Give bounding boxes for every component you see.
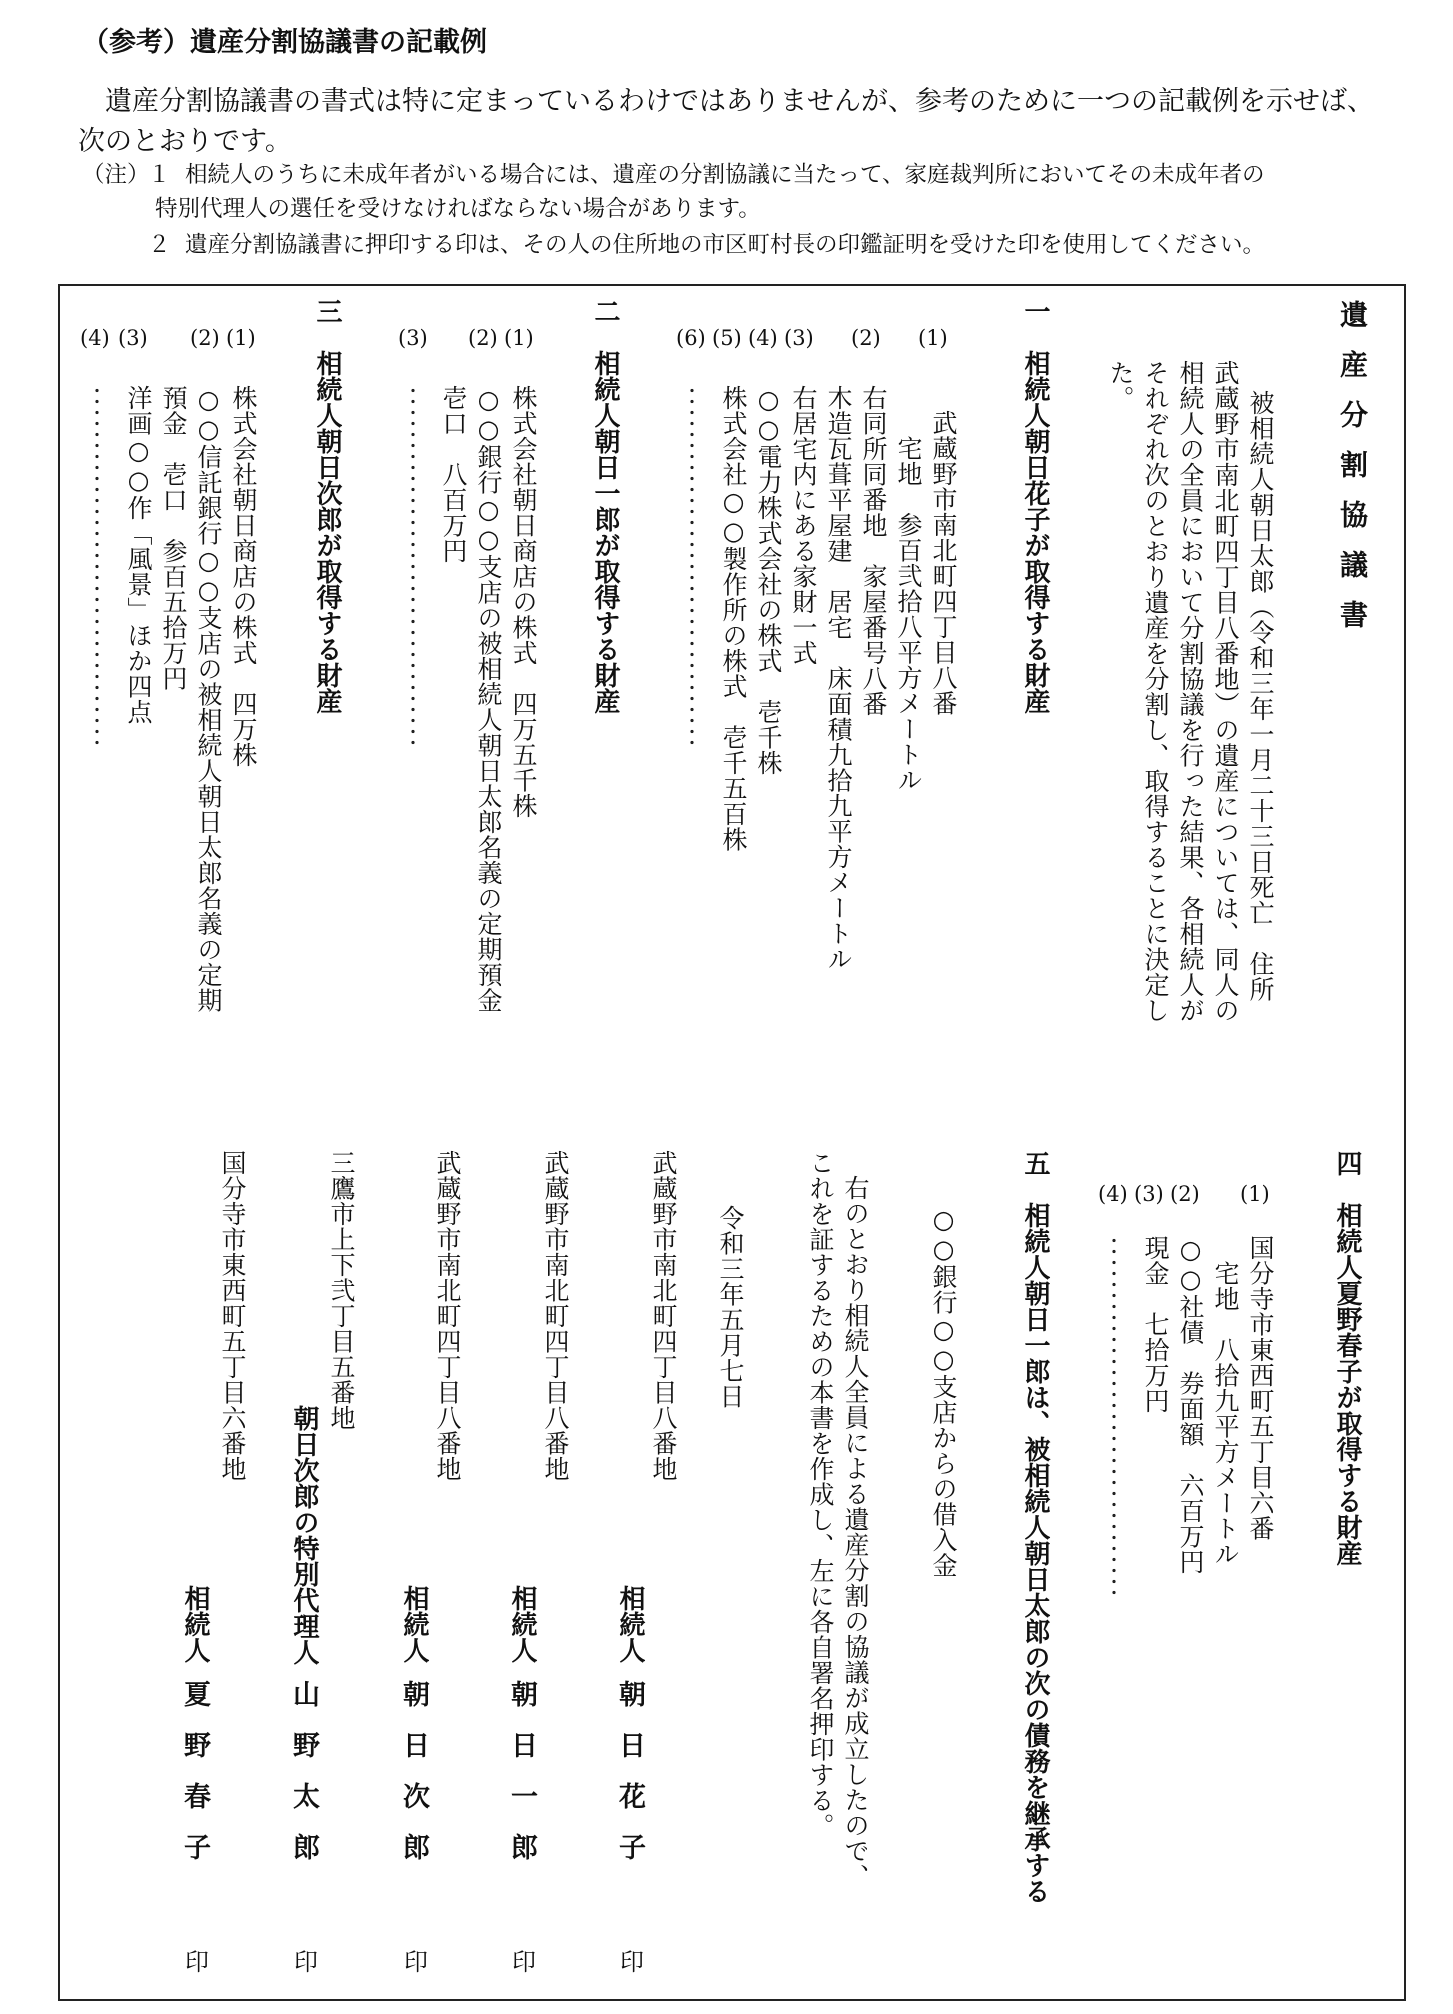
section5-heading: 五 相続人朝日一郎は、被相続人朝日太郎の次の債務を継承する	[1020, 1150, 1050, 1904]
section3-item-number: (2)	[190, 326, 220, 350]
section4-item-text: 宅地 八拾九平方メートル	[1211, 1235, 1240, 1567]
section1-item-number: (6)	[676, 326, 706, 350]
note-prefix: （注）	[82, 162, 150, 188]
preamble-line: それぞれ次のとおり遺産を分割し、取得することに決定し	[1141, 360, 1170, 1023]
preamble-line: 武蔵野市南北町四丁目八番地）の遺産については、同人の	[1211, 360, 1240, 1023]
signatory-role: 相続人	[615, 1585, 645, 1663]
section4-item-number: (2)	[1170, 1182, 1200, 1206]
intro-paragraph: 遺産分割協議書の書式は特に定まっているわけではありませんが、参考のために一つの記載例を示せば、次のとおりです。	[78, 86, 1374, 157]
section1-item-number: (1)	[918, 326, 948, 350]
section3-item-text: ○○信託銀行○○支店の被相続人朝日太郎名義の定期	[194, 385, 223, 1013]
closing-statement: これを証するための本書を作成し、左に各自署名押印する。	[806, 1150, 835, 1839]
signatory-name: 朝日次郎	[398, 1680, 429, 1884]
blank-dotted-line	[95, 385, 99, 745]
preamble-line: 被相続人朝日太郎（令和三年一月二十三日死亡 住所	[1246, 390, 1275, 1002]
section3-item-number: (4)	[80, 326, 110, 350]
section1-item-text: 右居宅内にある家財一式	[789, 385, 818, 666]
page-heading: （参考）遺産分割協議書の記載例	[82, 27, 487, 58]
note2-line: 遺産分割協議書に押印する印は、その人の住所地の市区町村長の印鑑証明を受けた印を使用してください。	[185, 232, 1266, 258]
signatory-role: 相続人	[399, 1585, 429, 1663]
signatory-name: 朝日一郎	[506, 1680, 537, 1884]
preamble-line: た。	[1106, 360, 1135, 411]
section2-item-number: (1)	[504, 326, 534, 350]
section4-heading: 四 相続人夏野春子が取得する財産	[1332, 1150, 1362, 1566]
debt-item-text: ○○銀行○○支店からの借入金	[929, 1205, 958, 1578]
section4-item-text: 現金 七拾万円	[1141, 1235, 1170, 1414]
seal-mark: 印	[185, 1948, 209, 1976]
blank-dotted-line	[411, 385, 415, 745]
document-title: 遺産分割協議書	[1336, 300, 1369, 650]
section2-item-number: (3)	[398, 326, 428, 350]
section1-item-number: (2)	[851, 326, 881, 350]
section1-item-text: 木造瓦葺平屋建 居宅 床面積九拾九平方メートル	[824, 385, 853, 972]
section3-item-text: 洋画○○作「風景」ほか四点	[124, 385, 153, 725]
section1-item-text: 右同所同番地 家屋番号八番	[859, 385, 888, 717]
signatory-name: 夏野春子	[179, 1680, 210, 1884]
signatory-address: 国分寺市東西町五丁目六番地	[218, 1150, 247, 1482]
section1-item-text: 武蔵野市南北町四丁目八番	[929, 410, 958, 716]
note1-line1: 相続人のうちに未成年者がいる場合には、遺産の分割協議に当たって、家庭裁判所においてその未成年者の	[185, 162, 1265, 188]
seal-mark: 印	[404, 1948, 428, 1976]
signatory-role: 相続人	[507, 1585, 537, 1663]
section4-item-text: 国分寺市東西町五丁目六番	[1246, 1235, 1275, 1541]
section2-item-text: ○○銀行○○支店の被相続人朝日太郎名義の定期預金	[474, 385, 503, 1013]
signatory-address: 武蔵野市南北町四丁目八番地	[541, 1150, 570, 1482]
note1-number: １	[148, 162, 171, 188]
section4-item-number: (1)	[1240, 1182, 1270, 1206]
signatory-address: 三鷹市上下弐丁目五番地	[327, 1150, 356, 1431]
signatory-role: 相続人	[180, 1585, 210, 1663]
section2-item-number: (2)	[468, 326, 498, 350]
section3-item-number: (1)	[226, 326, 256, 350]
section1-item-text: 株式会社○○製作所の株式 壱千五百株	[719, 385, 748, 852]
signatory-address: 武蔵野市南北町四丁目八番地	[649, 1150, 678, 1482]
blank-dotted-line	[690, 385, 694, 745]
seal-mark: 印	[294, 1948, 318, 1976]
section2-item-text: 株式会社朝日商店の株式 四万五千株	[509, 385, 538, 819]
signatory-name: 朝日花子	[614, 1680, 645, 1884]
section1-heading: 一 相続人朝日花子が取得する財産	[1020, 298, 1050, 714]
section2-item-text: 壱口 八百万円	[439, 385, 468, 564]
signatory-address: 武蔵野市南北町四丁目八番地	[433, 1150, 462, 1482]
preamble-line: 相続人の全員において分割協議を行った結果、各相続人が	[1176, 360, 1205, 1023]
signatory-role: 朝日次郎の特別代理人	[289, 1405, 319, 1665]
closing-statement: 右のとおり相続人全員による遺産分割の協議が成立したので、	[841, 1175, 870, 1889]
section3-item-number: (3)	[118, 326, 148, 350]
section1-item-number: (3)	[784, 326, 814, 350]
section1-item-text: ○○電力株式会社の株式 壱千株	[754, 385, 783, 776]
note2-number: ２	[148, 232, 171, 258]
section2-heading: 二 相続人朝日一郎が取得する財産	[590, 298, 620, 714]
section1-item-number: (5)	[712, 326, 742, 350]
section3-heading: 三 相続人朝日次郎が取得する財産	[312, 298, 342, 714]
section4-item-number: (4)	[1098, 1182, 1128, 1206]
seal-mark: 印	[512, 1948, 536, 1976]
seal-mark: 印	[620, 1948, 644, 1976]
blank-dotted-line	[1112, 1235, 1116, 1595]
section3-item-text: 預金 壱口 参百五拾万円	[159, 385, 188, 691]
note1-line2: 特別代理人の選任を受けなければならない場合があります。	[155, 196, 761, 222]
agreement-date: 令和三年五月七日	[716, 1205, 745, 1409]
section4-item-text: ○○社債 券面額 六百万円	[1176, 1235, 1205, 1575]
section1-item-number: (4)	[748, 326, 778, 350]
section3-item-text: 株式会社朝日商店の株式 四万株	[229, 385, 258, 768]
signatory-name: 山野太郎	[288, 1680, 319, 1884]
section4-item-number: (3)	[1134, 1182, 1164, 1206]
section1-item-text: 宅地 参百弐拾八平方メートル	[894, 410, 923, 793]
